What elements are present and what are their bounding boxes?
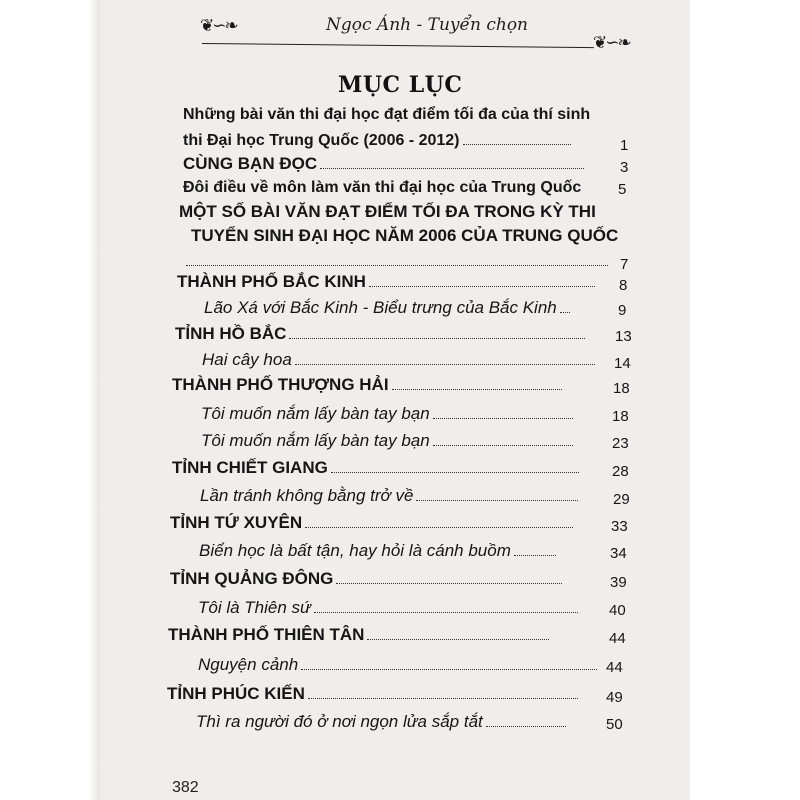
toc-entry: TUYỂN SINH ĐẠI HỌC NĂM 2006 CỦA TRUNG QUỐC: [191, 226, 619, 245]
toc-page-number: 5: [618, 181, 627, 198]
page-number-footer: 382: [172, 779, 199, 796]
flourish-ornament-icon: ❦∽❧: [593, 33, 630, 53]
toc-entry-sub: Tôi là Thiên sứ: [198, 598, 581, 618]
toc-entry: MỘT SỐ BÀI VĂN ĐẠT ĐIỂM TỐI ĐA TRONG KỲ THI: [179, 202, 596, 221]
toc-entry-continuation: [183, 251, 611, 271]
toc-page-number: 49: [606, 689, 623, 706]
toc-entry-sub: Hai cây hoa: [202, 350, 598, 370]
toc-page-number: 3: [620, 159, 629, 176]
header-rule: [202, 43, 594, 48]
toc-page-number: 40: [609, 602, 626, 619]
toc-entry-sub: Tôi muốn nắm lấy bàn tay bạn: [201, 431, 576, 451]
toc-entry-intro-line2: thi Đại học Trung Quốc (2006 - 2012): [183, 132, 574, 150]
toc-entry: THÀNH PHỐ BẮC KINH: [177, 272, 598, 292]
toc-entry: TỈNH TỨ XUYÊN: [170, 513, 576, 533]
toc-entry-intro-line1: Những bài văn thi đại học đạt điểm tối đa của thí sinh: [183, 106, 591, 123]
toc-entry-sub: Thì ra người đó ở nơi ngọn lửa sắp tắt: [196, 712, 569, 732]
toc-page-number: 8: [619, 277, 628, 294]
toc-page-number: 39: [610, 574, 627, 591]
toc-page-number: 34: [610, 545, 627, 562]
book-page: [100, 0, 690, 800]
toc-page-number: 14: [614, 355, 631, 372]
toc-entry-sub: Lão Xá với Bắc Kinh - Biểu trưng của Bắc Kinh: [204, 298, 573, 318]
toc-entry-sub: Tôi muốn nắm lấy bàn tay bạn: [201, 404, 576, 424]
toc-page-number: 1: [620, 137, 629, 154]
toc-entry-sub: Biển học là bất tận, hay hỏi là cánh buồm: [199, 541, 559, 561]
toc-entry: THÀNH PHỐ THƯỢNG HẢI: [172, 375, 565, 395]
toc-page-number: 28: [612, 463, 629, 480]
toc-page-number: 33: [611, 518, 628, 535]
toc-title: MỤC LỤC: [338, 72, 463, 98]
running-header: [100, 6, 690, 53]
toc-page-number: 13: [615, 328, 632, 345]
toc-page-number: 50: [606, 716, 623, 733]
toc-page-number: 29: [613, 491, 630, 508]
toc-page-number: 44: [609, 630, 626, 647]
toc-page-number: 7: [620, 256, 629, 273]
toc-entry: TỈNH CHIẾT GIANG: [172, 458, 582, 478]
toc-page-number: 18: [613, 380, 630, 397]
toc-page-number: 9: [618, 302, 627, 319]
toc-entry: THÀNH PHỐ THIÊN TÂN: [168, 625, 552, 645]
toc-entry: TỈNH PHÚC KIẾN: [167, 684, 581, 704]
toc-page-number: 18: [612, 408, 629, 425]
toc-entry-sub: Nguyện cảnh: [198, 655, 600, 675]
toc-page-number: 44: [606, 659, 623, 676]
running-head-text: Ngọc Ánh - Tuyển chọn: [326, 15, 528, 35]
toc-page-number: 23: [612, 435, 629, 452]
toc-entry: Đôi điều về môn làm văn thi đại học của Trung Quốc: [183, 179, 582, 196]
toc-entry: TỈNH QUẢNG ĐÔNG: [170, 569, 565, 589]
flourish-ornament-icon: ❦∽❧: [200, 16, 237, 36]
toc-entry: CÙNG BẠN ĐỌC: [183, 154, 587, 174]
toc-entry-sub: Lần tránh không bằng trở về: [200, 486, 581, 506]
toc-entry: TỈNH HỒ BẮC: [175, 324, 588, 344]
